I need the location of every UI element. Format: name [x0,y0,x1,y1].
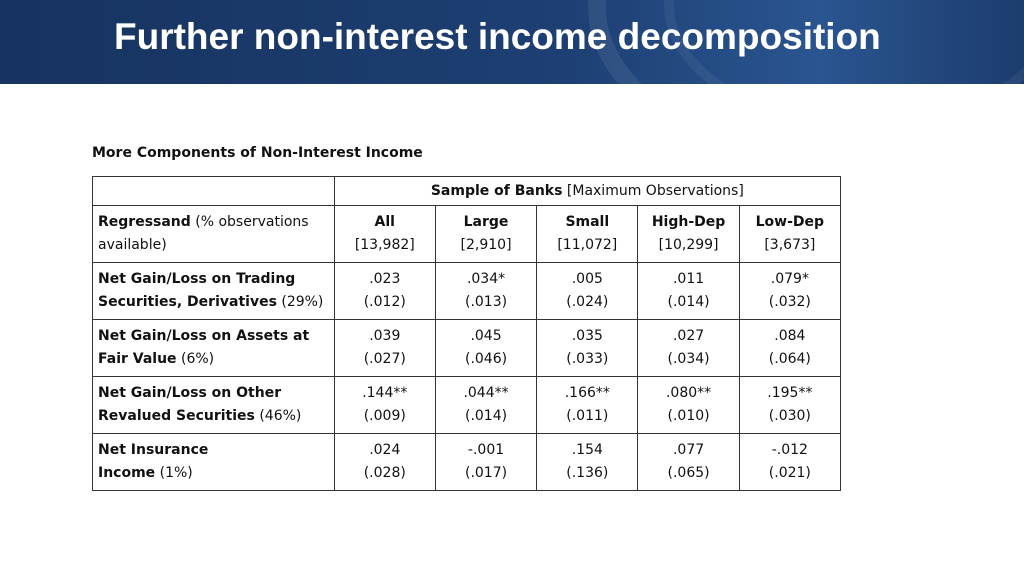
coefficient: .195** [767,385,813,401]
row-label [93,320,335,377]
coef-cell [435,434,536,491]
coef-cell [334,320,435,377]
coefficient: .039 [369,328,401,344]
column-name: High-Dep [651,214,726,230]
coef-cell [537,377,638,434]
coefficient: .166** [564,385,610,401]
table-row [93,434,841,491]
column-name: Small [565,214,610,230]
std-error: (.017) [464,465,508,481]
std-error: (.014) [667,294,710,310]
table-row [93,377,841,434]
row-label-pct: (29%) [276,294,324,310]
std-error: (.033) [566,351,609,367]
std-error: (.065) [667,465,710,481]
coefficient: .024 [369,442,401,458]
row-label [93,434,335,491]
coef-cell [638,434,739,491]
coefficient: .084 [774,328,806,344]
coefficient: .034* [466,271,506,287]
coefficient: -.001 [467,442,505,458]
coef-cell [739,320,840,377]
coef-cell [638,263,739,320]
title-banner [0,0,1024,84]
std-error: (.009) [363,408,406,424]
regression-table [92,176,841,491]
coefficient: .079* [770,271,809,287]
coef-cell [334,434,435,491]
coef-cell [537,434,638,491]
regressand-bold: Regressand [98,214,191,230]
row-label-line2: Revalued Securities [98,408,255,424]
coef-cell [638,320,739,377]
coef-cell [435,320,536,377]
sample-of-banks-header [334,177,840,206]
std-error: (.136) [566,465,609,481]
column-header [739,206,840,263]
std-error: (.028) [363,465,406,481]
row-label-line2: Securities, Derivatives [98,294,277,310]
coefficient: .011 [672,271,705,287]
row-label-line2: Income [98,465,156,481]
row-label [93,263,335,320]
coef-cell [638,377,739,434]
group-header-rest: [Maximum Observations] [562,182,744,199]
coef-cell [435,377,536,434]
column-name: Low-Dep [755,214,825,230]
std-error: (.034) [667,351,710,367]
regressand-line2: available) [98,237,167,253]
coef-cell [334,377,435,434]
row-label-line1: Net Gain/Loss on Other [98,385,282,401]
coefficient: .144** [362,385,408,401]
row-label-pct: (1%) [155,465,193,481]
std-error: (.021) [768,465,811,481]
coefficient: -.012 [771,442,808,458]
coefficient: .154 [571,442,603,458]
column-header [638,206,739,263]
column-name: All [374,214,395,230]
coef-cell [537,320,638,377]
std-error: (.064) [768,351,811,367]
column-header [435,206,536,263]
row-label-pct: (6%) [176,351,215,367]
column-name: Large [463,214,509,230]
row-label-line1: Net Insurance [98,442,209,458]
std-error: (.024) [566,294,609,310]
table-column-header-row [93,206,841,263]
std-error: (.046) [464,351,508,367]
coefficient: .080** [665,385,712,401]
coef-cell [334,263,435,320]
column-obs: [3,673] [764,237,816,253]
coefficient: .027 [672,328,705,344]
group-header-bold: Sample of Banks [430,182,563,199]
coefficient: .005 [571,271,603,287]
coefficient: .044** [463,385,509,401]
table-row [93,263,841,320]
column-obs: [11,072] [557,237,618,253]
table-group-header-row [93,177,841,206]
std-error: (.014) [464,408,508,424]
row-label [93,377,335,434]
row-label-line2: Fair Value [98,351,177,367]
slide-title: Further non-interest income decomposition [114,16,881,57]
row-label-line1: Net Gain/Loss on Assets at [98,328,310,344]
std-error: (.010) [667,408,710,424]
std-error: (.013) [464,294,508,310]
std-error: (.011) [566,408,609,424]
coefficient: .077 [672,442,705,458]
column-obs: [10,299] [658,237,719,253]
column-obs: [2,910] [460,237,512,253]
column-header [537,206,638,263]
coefficient: .045 [470,328,502,344]
std-error: (.030) [768,408,811,424]
std-error: (.012) [363,294,406,310]
regressand-header [93,206,335,263]
coef-cell [537,263,638,320]
column-header [334,206,435,263]
table-caption: More Components of Non-Interest Income [92,145,423,161]
row-label-line1: Net Gain/Loss on Trading [98,271,296,287]
coef-cell [739,377,840,434]
coef-cell [739,263,840,320]
coefficient: .023 [369,271,401,287]
std-error: (.027) [363,351,406,367]
coef-cell [739,434,840,491]
empty-corner-cell [93,177,335,206]
coef-cell [435,263,536,320]
std-error: (.032) [768,294,811,310]
coefficient: .035 [571,328,603,344]
column-obs: [13,982] [354,237,415,253]
table-row [93,320,841,377]
regressand-rest: (% observations [190,214,309,230]
row-label-pct: (46%) [254,408,302,424]
